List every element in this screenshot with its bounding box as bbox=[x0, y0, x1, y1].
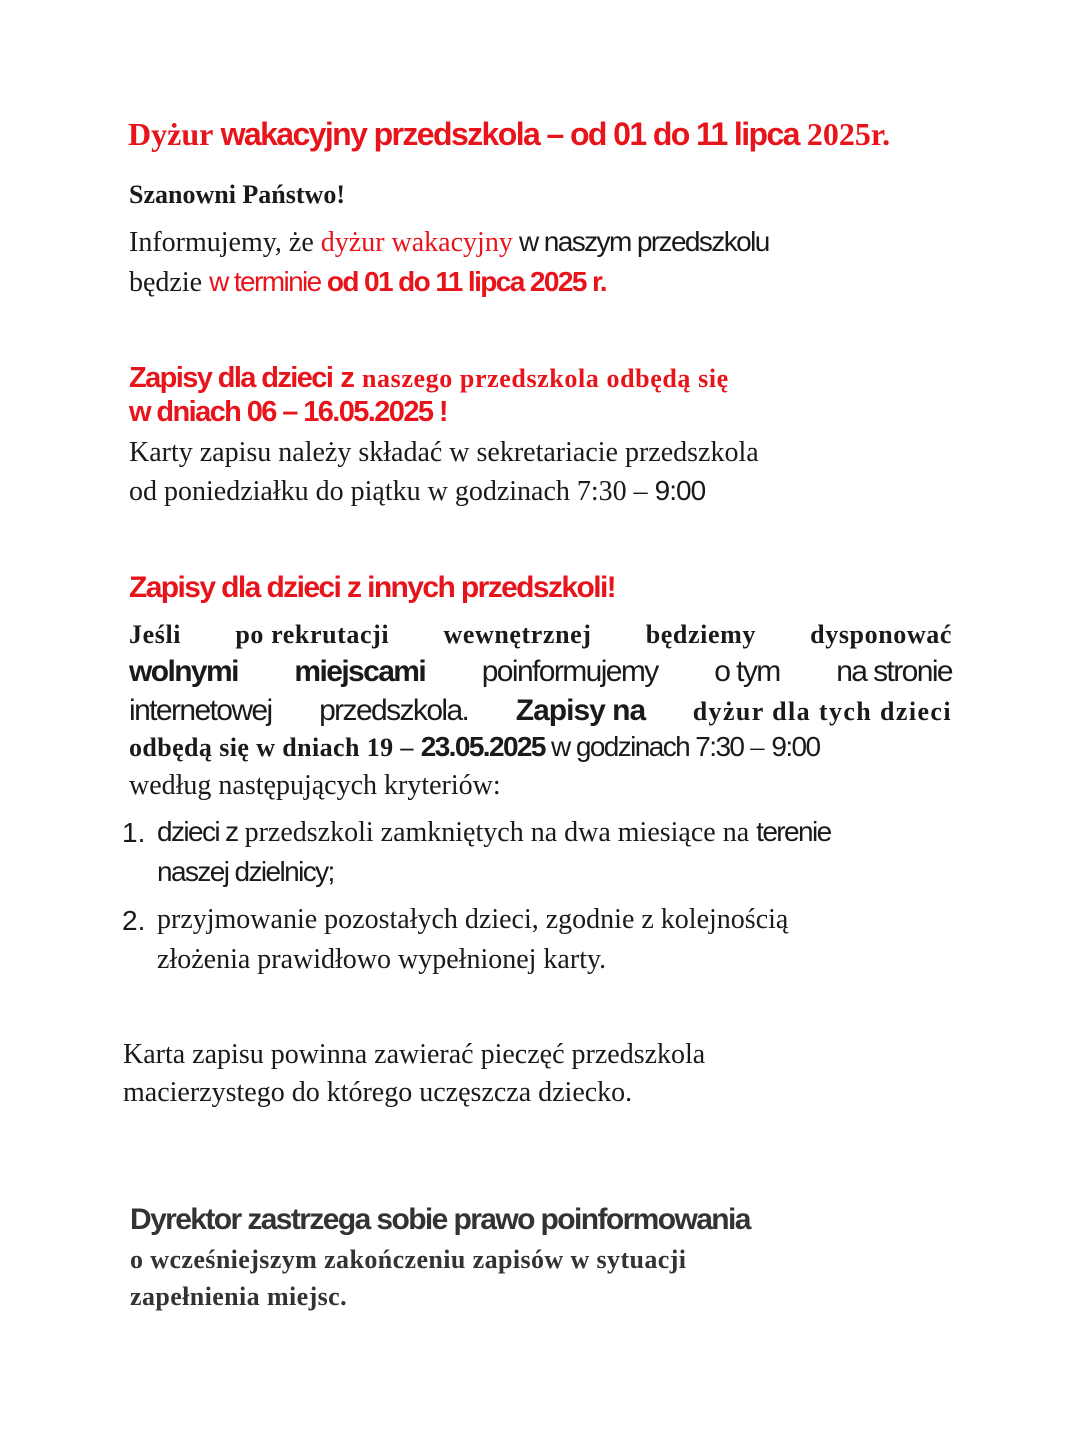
list-item-number: 2. bbox=[122, 905, 146, 936]
section2-line2-word: poinformujemy bbox=[481, 655, 658, 688]
list-item-line1 bbox=[157, 816, 831, 849]
list-item-line2: naszej dzielnicy; bbox=[157, 856, 334, 887]
section1-heading-line2: w dniach 06 – 16.05.2025 ! bbox=[129, 396, 447, 428]
section1-heading-c: naszego przedszkola odbędą się bbox=[354, 364, 729, 393]
section2-line4-b: 23.05.2025 bbox=[420, 731, 545, 762]
section2-line3-d: dyżur dla tych dzieci bbox=[692, 697, 952, 726]
info-line-1 bbox=[129, 226, 769, 259]
section2-line1-word: dysponować bbox=[810, 620, 952, 649]
section2-line4-c: w godzinach 7:30 bbox=[544, 731, 744, 762]
section2-line4-e: 9:00 bbox=[771, 731, 820, 762]
director-note-line1: Dyrektor zastrzega sobie prawo poinformowania bbox=[130, 1203, 750, 1236]
list-item bbox=[122, 904, 962, 984]
info-line2-a: będzie bbox=[129, 267, 210, 298]
page-title bbox=[128, 116, 890, 153]
info-line1-c: w naszym przedszkolu bbox=[512, 226, 769, 257]
section2-line2 bbox=[129, 655, 952, 689]
title-part3: 2025r. bbox=[798, 116, 891, 152]
section2-line3-c: Zapisy na bbox=[515, 694, 646, 727]
section1-heading-a: Zapisy dla dzieci bbox=[129, 362, 333, 394]
info-line-2 bbox=[129, 266, 606, 299]
info-line2-term: w terminie bbox=[209, 266, 321, 297]
section2-line5: według następujących kryteriów: bbox=[129, 770, 501, 801]
section1-text-line2-a: od poniedziałku do piątku w godzinach 7:30 – bbox=[129, 476, 655, 507]
section2-heading: Zapisy dla dzieci z innych przedszkoli! bbox=[129, 571, 616, 604]
section2-line1 bbox=[129, 620, 952, 650]
title-part1: Dyżur bbox=[128, 116, 214, 152]
info-line1-a: Informujemy, że bbox=[129, 227, 321, 258]
info-line2-dates: od 01 do 11 lipca 2025 r. bbox=[320, 266, 606, 297]
list-item-line1: przyjmowanie pozostałych dzieci, zgodnie z kolejnością bbox=[157, 904, 789, 935]
section2-line1-word: po rekrutacji bbox=[235, 620, 390, 649]
list-item-line1-a: dzieci z bbox=[157, 816, 238, 847]
section2-line3-a: internetowej bbox=[129, 694, 272, 727]
section2-line1-word: będziemy bbox=[645, 620, 756, 649]
info-line1-highlight: dyżur wakacyjny bbox=[320, 227, 513, 258]
card-note-line1: Karta zapisu powinna zawierać pieczęć przedszkola bbox=[123, 1039, 706, 1070]
list-item-line1-c: terenie bbox=[756, 816, 831, 847]
section1-text-line2-b: 9:00 bbox=[654, 475, 706, 506]
section2-line1-word: Jeśli bbox=[129, 620, 182, 649]
section2-line3 bbox=[129, 694, 952, 728]
section2-line2-word: miejscami bbox=[294, 655, 426, 688]
list-item-line2: złożenia prawidłowo wypełnionej karty. bbox=[157, 944, 607, 975]
section2-line2-word: na stronie bbox=[836, 655, 952, 688]
title-part2: wakacyjny przedszkola – od 01 do 11 lipca bbox=[213, 116, 799, 152]
section2-line4 bbox=[129, 731, 820, 764]
list-item-line1-b: przedszkoli zamkniętych na dwa miesiące na bbox=[237, 817, 757, 848]
section2-line1-word: wewnętrznej bbox=[443, 620, 592, 649]
section1-text-line2 bbox=[129, 475, 705, 508]
greeting: Szanowni Państwo! bbox=[129, 180, 345, 209]
director-note-line3: zapełnienia miejsc. bbox=[130, 1282, 348, 1311]
director-note-line2: o wcześniejszym zakończeniu zapisów w sytuacji bbox=[130, 1245, 687, 1274]
section2-line4-a: odbędą się w dniach 19 – bbox=[129, 733, 421, 762]
list-item bbox=[122, 816, 962, 896]
section1-heading-b: z bbox=[332, 362, 355, 394]
section2-line2-word: wolnymi bbox=[129, 655, 238, 688]
list-item-number: 1. bbox=[122, 817, 146, 848]
section2-line4-d: – bbox=[743, 732, 772, 763]
section1-text-line1: Karty zapisu należy składać w sekretariacie przedszkola bbox=[129, 437, 759, 468]
section2-line2-word: o tym bbox=[714, 655, 780, 688]
section2-line3-b: przedszkola. bbox=[319, 694, 469, 727]
section1-heading bbox=[129, 362, 729, 395]
card-note-line2: macierzystego do którego uczęszcza dziecko. bbox=[123, 1077, 633, 1108]
